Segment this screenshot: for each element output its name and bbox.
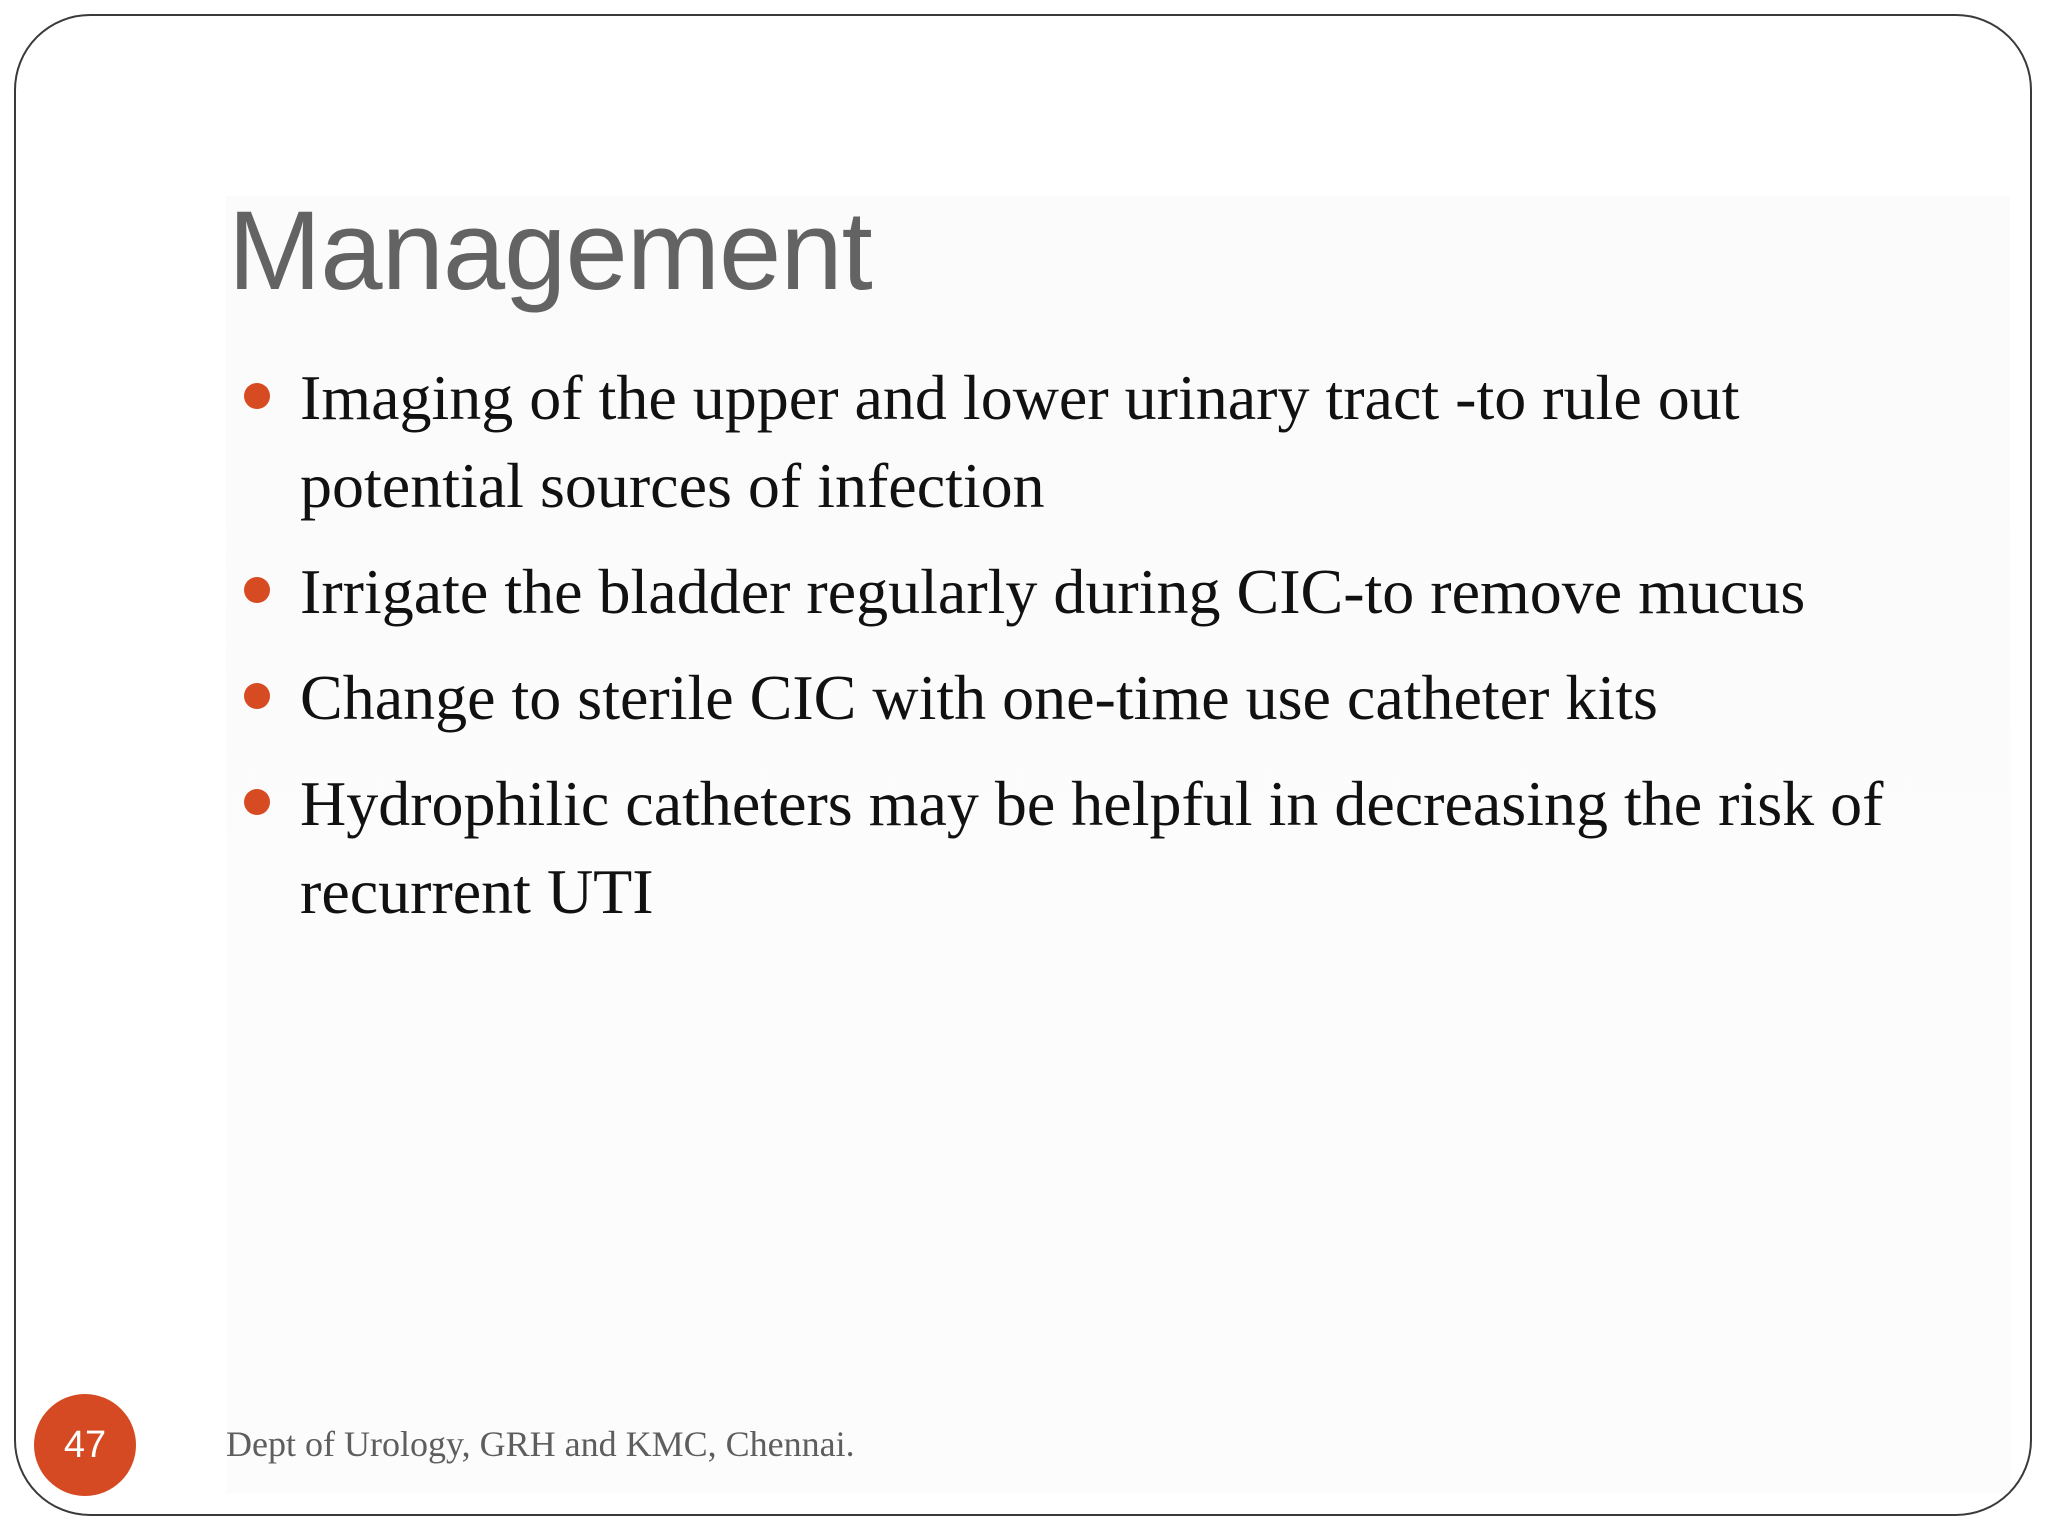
slide-title: Management — [228, 188, 872, 313]
bullet-list — [226, 354, 1986, 954]
bullet-dot-icon — [244, 383, 270, 409]
bullet-text: Imaging of the upper and lower urinary tract -to rule out potential sources of infection — [300, 362, 1740, 521]
footer-text: Dept of Urology, GRH and KMC, Chennai. — [226, 1424, 855, 1464]
bullet-text: Change to sterile CIC with one-time use catheter kits — [300, 662, 1658, 733]
bullet-dot-icon — [244, 577, 270, 603]
slide-frame — [14, 14, 2032, 1516]
bullet-dot-icon — [244, 789, 270, 815]
bullet-dot-icon — [244, 683, 270, 709]
bullet-item — [226, 760, 1986, 936]
bullet-text: Hydrophilic catheters may be helpful in decreasing the risk of recurrent UTI — [300, 768, 1884, 927]
bullet-item — [226, 548, 1986, 636]
page-number-badge: 47 — [34, 1394, 136, 1496]
bullet-text: Irrigate the bladder regularly during CIC-to remove mucus — [300, 556, 1806, 627]
bullet-item — [226, 354, 1986, 530]
bullet-item — [226, 654, 1986, 742]
